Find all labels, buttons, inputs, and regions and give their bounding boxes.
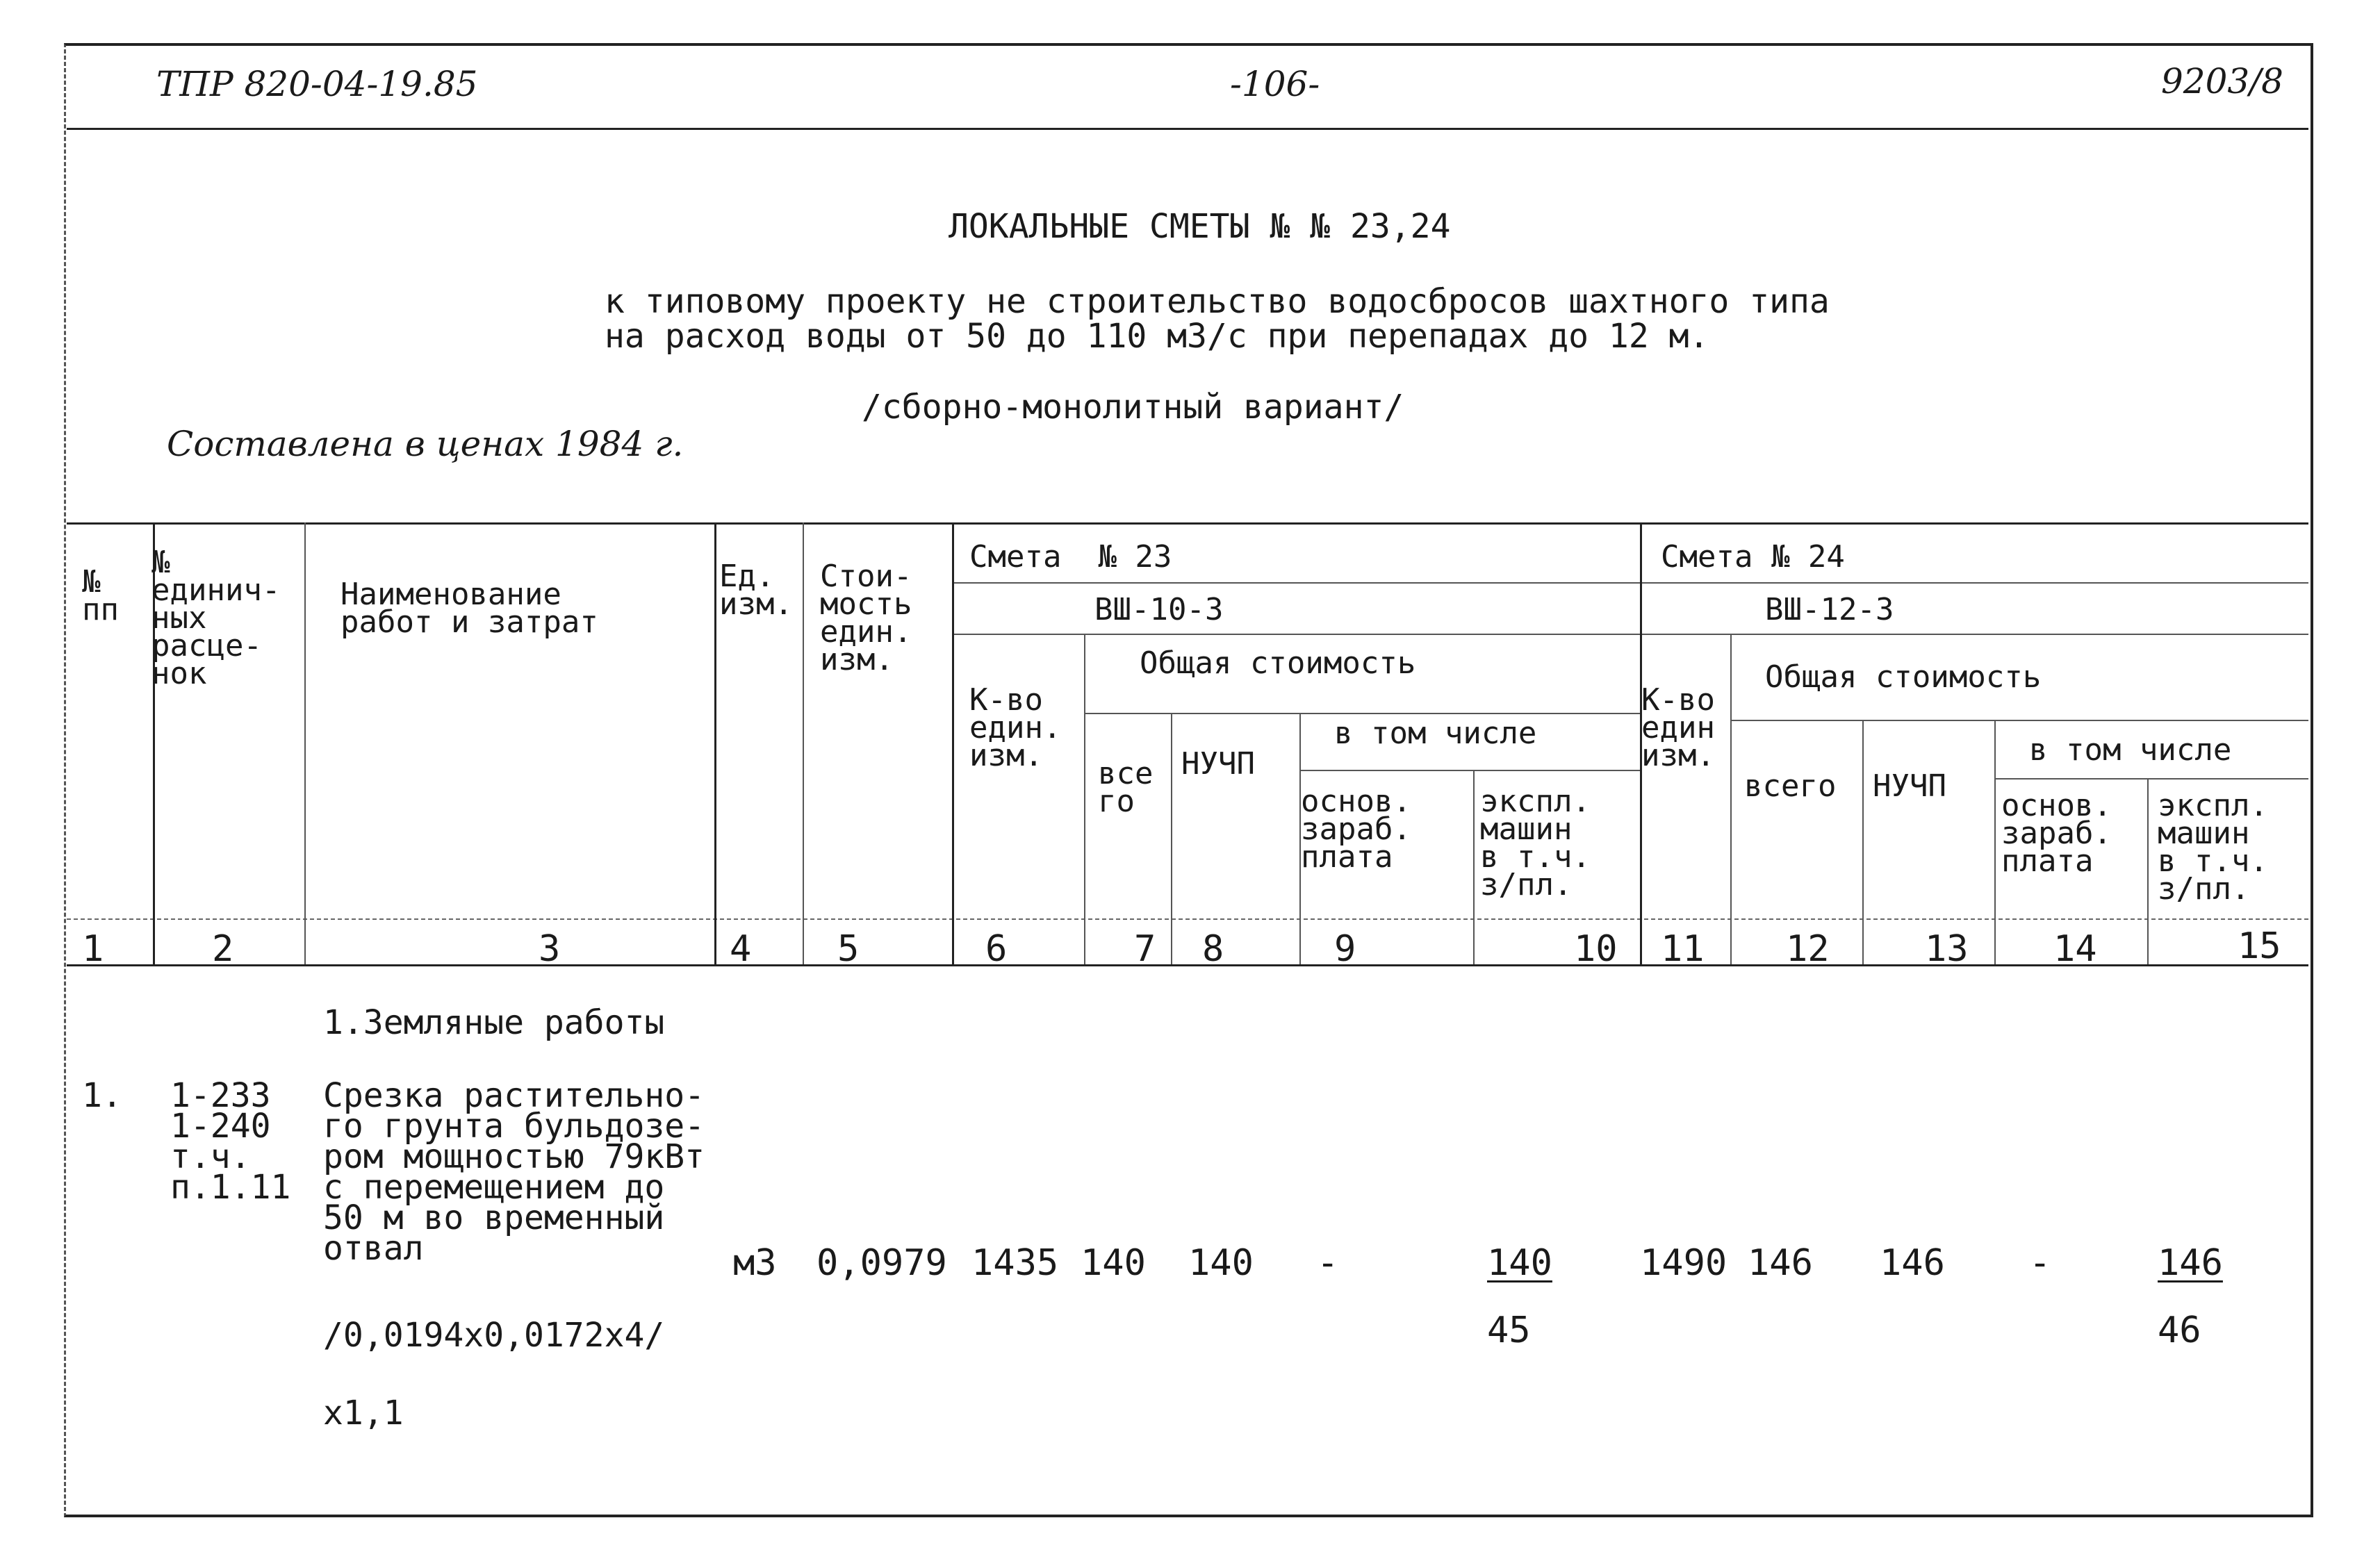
col-number: 12 [1786, 928, 1830, 970]
col-name-header: Наименование работ и затрат [340, 577, 598, 640]
col-number: 14 [2053, 928, 2097, 970]
doc-title: ЛОКАЛЬНЫЕ СМЕТЫ № № 23,24 [949, 207, 1451, 246]
prices-note: Составлена в ценах 1984 г. [167, 424, 684, 464]
sheet-code: 9203/8 [2161, 61, 2283, 101]
col-number: 5 [837, 928, 860, 970]
total-cost-23-header: Общая стоимость [1140, 645, 1416, 681]
col-number: 3 [539, 928, 561, 970]
row-rate-code: 1-233 1-240 т.ч. п.1.11 [170, 1076, 291, 1207]
total-cost-24-header: Общая стоимость [1765, 659, 2042, 695]
incl-23-header: в том числе [1334, 716, 1537, 751]
nuchp-23-header: НУЧП [1181, 746, 1255, 782]
row-formula-coef: х1,1 [323, 1394, 404, 1433]
col-number: 7 [1134, 928, 1156, 970]
row-qty-24: 1490 [1640, 1242, 1727, 1284]
row-pp: 1. [82, 1076, 122, 1115]
col-number: 9 [1334, 928, 1356, 970]
qty-23-header: К-во един. изм. [969, 682, 1062, 773]
row-total-24: 146 [1748, 1242, 1813, 1284]
header-divider [67, 128, 2308, 130]
row-formula: /0,0194х0,0172х4/ [323, 1316, 665, 1355]
row-work-name: Срезка растительно- го грунта бульдозе- ром мощностью 79кВт с перемещением до 50 м во временный отвал [323, 1076, 705, 1268]
col-number: 13 [1925, 928, 1969, 970]
col-number: 2 [212, 928, 234, 970]
ekspl-23-header: экспл. машин в т.ч. з/пл. [1480, 784, 1591, 902]
page-number: -106- [1230, 64, 1320, 104]
col-number: 6 [985, 928, 1008, 970]
row-ekspl-24: 146 [2158, 1242, 2223, 1284]
row-qty-23: 1435 [971, 1242, 1059, 1284]
ekspl-24-header: экспл. машин в т.ч. з/пл. [2158, 788, 2268, 907]
row-total-23: 140 [1081, 1242, 1146, 1284]
smeta-23-code: ВШ-10-3 [1094, 592, 1224, 627]
col-cost-header: Стои- мость един. изм. [820, 559, 912, 677]
title-line-2: к типовому проекту не строительство водосбросов шахтного типа [605, 282, 1830, 321]
row-nuchp-24: 146 [1880, 1242, 1945, 1284]
col-number: 11 [1661, 928, 1705, 970]
col-number: 10 [1574, 928, 1618, 970]
qty-24-header: К-во един изм. [1641, 682, 1715, 773]
col-number: 4 [730, 928, 752, 970]
smeta-24-code: ВШ-12-3 [1765, 592, 1894, 627]
total-24-header: всего [1744, 768, 1837, 804]
title-variant: /сборно-монолитный вариант/ [862, 388, 1404, 427]
section-title: 1.Земляные работы [323, 1003, 665, 1042]
row-unit: м3 [733, 1242, 777, 1284]
osnov-23-header: основ. зараб. плата [1301, 784, 1411, 875]
smeta-24-header: Смета № 24 [1661, 539, 1845, 575]
row-osnov-24: - [2029, 1242, 2051, 1284]
row-ekspl-24-wage: 46 [2158, 1310, 2201, 1351]
col-number: 8 [1202, 928, 1224, 970]
col-number: 15 [2238, 925, 2281, 967]
col-unit-header: Ед. изм. [719, 559, 793, 622]
row-unit-cost: 0,0979 [816, 1242, 947, 1284]
smeta-23-header: Смета № 23 [969, 539, 1172, 575]
row-osnov-23: - [1317, 1242, 1339, 1284]
col-number: 1 [82, 928, 104, 970]
row-ekspl-23: 140 [1487, 1242, 1552, 1284]
title-line-3: на расход воды от 50 до 110 м3/с при перепадах до 12 м. [605, 317, 1709, 356]
nuchp-24-header: НУЧП [1873, 768, 1946, 804]
row-nuchp-23: 140 [1188, 1242, 1254, 1284]
col-rate-header: № единич- ных расце- нок [151, 545, 281, 691]
row-ekspl-23-wage: 45 [1487, 1310, 1531, 1351]
total-23-header: все го [1098, 756, 1154, 819]
osnov-24-header: основ. зараб. плата [2001, 788, 2112, 879]
incl-24-header: в том числе [2029, 732, 2232, 768]
doc-code: ТПР 820-04-19.85 [156, 64, 478, 104]
col-pp-header: № пп [82, 564, 119, 627]
